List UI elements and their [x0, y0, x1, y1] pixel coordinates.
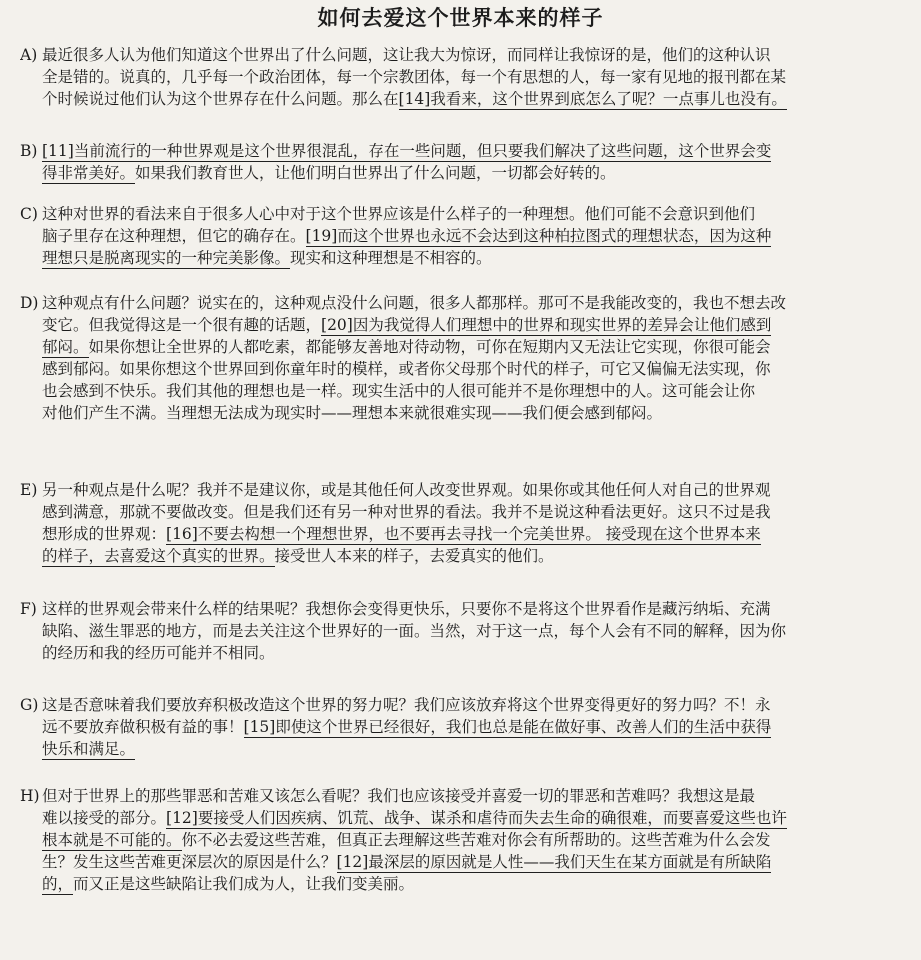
paragraph-g	[20, 694, 900, 760]
text-segment: 的经历和我的经历可能并不相同。	[42, 644, 275, 662]
text-line	[20, 336, 900, 358]
text-segment: 感到满意，那就不要做改变。但是我们还有另一种对世界的看法。我并不是说这种看法更好。这只不过是我	[42, 503, 771, 521]
underlined-text: [15]即使这个世界已经很好，我们也总是能在做好事、改善人们的生活中获得	[243, 718, 772, 736]
text-segment: 这是否意味着我们要放弃积极改造这个世界的努力呢？我们应该放弃将这个世界变得更好的努力吗？不！永	[42, 696, 771, 714]
text-line	[20, 203, 900, 225]
text-line	[20, 44, 900, 66]
underlined-text: 的样子，去喜爱这个真实的世界。	[42, 547, 275, 565]
text-segment: 最近很多人认为他们知道这个世界出了什么问题，这让我大为惊讶，而同样让我惊讶的是，他们的这种认识	[42, 46, 771, 64]
text-line	[20, 140, 900, 162]
text-segment: 但对于世界上的那些罪恶和苦难又该怎么看呢？我们也应该接受并喜爱一切的罪恶和苦难吗？我想这是最	[42, 787, 756, 805]
text-segment: 这种对世界的看法来自于很多人心中对于这个世界应该是什么样子的一种理想。他们可能不会意识到他们	[42, 205, 756, 223]
text-line	[20, 358, 900, 380]
paragraph-label: C)	[20, 205, 38, 223]
text-segment: 这样的世界观会带来什么样的结果呢？我想你会变得更快乐，只要你不是将这个世界看作是藏污纳垢、充满	[42, 600, 771, 618]
text-line	[20, 716, 900, 738]
text-segment: 生？发生这些苦难更深层次的原因是什么？	[42, 853, 337, 871]
text-line	[20, 380, 900, 402]
text-segment: 感到郁闷。如果你想这个世界回到你童年时的模样，或者你父母那个时代的样子，可它又偏偏无法实现，你	[42, 360, 771, 378]
text-line	[20, 225, 900, 247]
document-title: 如何去爱这个世界本来的样子	[317, 5, 604, 30]
text-line	[20, 479, 900, 501]
underlined-text: 的，	[42, 875, 74, 893]
underlined-text: [12]要接受人们因疾病、饥荒、战争、谋杀和虐待而失去生命的确很难，而要喜爱这些也许	[166, 809, 787, 827]
paragraph-c	[20, 203, 900, 269]
text-line	[20, 314, 900, 336]
text-line	[20, 829, 900, 851]
text-line	[20, 162, 900, 184]
underlined-text: [20]因为我觉得人们理想中的世界和现实世界的差异会让他们感到	[321, 316, 772, 334]
text-line	[20, 694, 900, 716]
text-line	[20, 501, 900, 523]
underlined-text: [19]而这个世界也永远不会达到这种柏拉图式的理想状态，因为这种	[305, 227, 772, 245]
paragraph-label: A)	[20, 46, 38, 64]
text-line	[20, 620, 900, 642]
underlined-text: [14]我看来，这个世界到底怎么了呢？一点事儿也没有。	[398, 90, 787, 108]
text-line	[20, 292, 900, 314]
text-line	[20, 247, 900, 269]
paragraph-e	[20, 479, 900, 567]
underlined-text: 郁闷。	[42, 338, 89, 356]
text-segment: 你不必去爱这些苦难，但真正去理解这些苦难对你会有所帮助的。这些苦难为什么会发	[181, 831, 771, 849]
underlined-text: [11]当前流行的一种世界观是这个世界很混乱，存在一些问题，但只要我们解决了这些问题，这个世界会变	[42, 142, 772, 160]
text-segment: 想形成的世界观：	[42, 525, 167, 543]
underlined-text: [12]最深层的原因就是人性——我们天生在某方面就是有所缺陷	[336, 853, 772, 871]
text-segment: 变它。但我觉得这是一个很有趣的话题，	[42, 316, 322, 334]
paragraph-label: H)	[20, 787, 40, 805]
paragraph-f	[20, 598, 900, 664]
text-line	[20, 545, 900, 567]
text-segment: 脑子里存在这种理想，但它的确存在。	[42, 227, 306, 245]
text-line	[20, 785, 900, 807]
text-line	[20, 66, 900, 88]
paragraph-label: F)	[20, 600, 37, 618]
paragraph-h	[20, 785, 900, 895]
text-line	[20, 642, 900, 664]
text-segment: 对他们产生不满。当理想无法成为现实时——理想本来就很难实现——我们便会感到郁闷。	[42, 404, 663, 422]
text-segment: 另一种观点是什么呢？我并不是建议你，或是其他任何人改变世界观。如果你或其他任何人对自己的世界观	[42, 481, 771, 499]
paragraph-label: D)	[20, 294, 39, 312]
paragraph-label: G)	[20, 696, 39, 714]
paragraph-label: E)	[20, 481, 38, 499]
text-segment: 现实和这种理想是不相容的。	[290, 249, 492, 267]
paragraph-a	[20, 44, 900, 110]
text-segment: 个时候说过他们认为这个世界存在什么问题。那么在	[42, 90, 399, 108]
text-line	[20, 402, 900, 424]
text-segment: 远不要放弃做积极有益的事！	[42, 718, 244, 736]
text-segment: 也会感到不快乐。我们其他的理想也是一样。现实生活中的人很可能并不是你理想中的人。这可能会让你	[42, 382, 756, 400]
text-segment: 难以接受的部分。	[42, 809, 167, 827]
text-segment: 缺陷、滋生罪恶的地方，而是去关注这个世界好的一面。当然，对于这一点，每个人会有不同的解释，因为你	[42, 622, 787, 640]
paragraph-b	[20, 140, 900, 184]
text-segment: 接受世人本来的样子，去爱真实的他们。	[274, 547, 554, 565]
text-segment: 如果我们教育世人，让他们明白世界出了什么问题，一切都会好转的。	[135, 164, 616, 182]
text-segment: 而又正是这些缺陷让我们成为人，让我们变美丽。	[73, 875, 415, 893]
text-line	[20, 523, 900, 545]
underlined-text: 快乐和满足。	[42, 740, 136, 758]
underlined-text: [16]不要去构想一个理想世界，也不要再去寻找一个完美世界。 接受现在这个世界本来	[166, 525, 761, 543]
text-line	[20, 851, 900, 873]
underlined-text: 理想只是脱离现实的一种完美影像。	[42, 249, 291, 267]
text-segment: 如果你想让全世界的人都吃素，都能够友善地对待动物，可你在短期内又无法让它实现，你很可能会	[88, 338, 771, 356]
text-line	[20, 598, 900, 620]
text-line	[20, 738, 900, 760]
text-segment: 这种观点有什么问题？说实在的，这种观点没什么问题，很多人都那样。那可不是我能改变的，我也不想去改	[42, 294, 787, 312]
underlined-text: 得非常美好。	[42, 164, 136, 182]
text-line	[20, 88, 900, 110]
paragraph-d	[20, 292, 900, 424]
text-segment: 全是错的。说真的，几乎每一个政治团体，每一个宗教团体，每一个有思想的人，每一家有见地的报刊都在某	[42, 68, 787, 86]
underlined-text: 根本就是不可能的。	[42, 831, 182, 849]
text-line	[20, 873, 900, 895]
text-line	[20, 807, 900, 829]
paragraph-label: B)	[20, 142, 38, 160]
